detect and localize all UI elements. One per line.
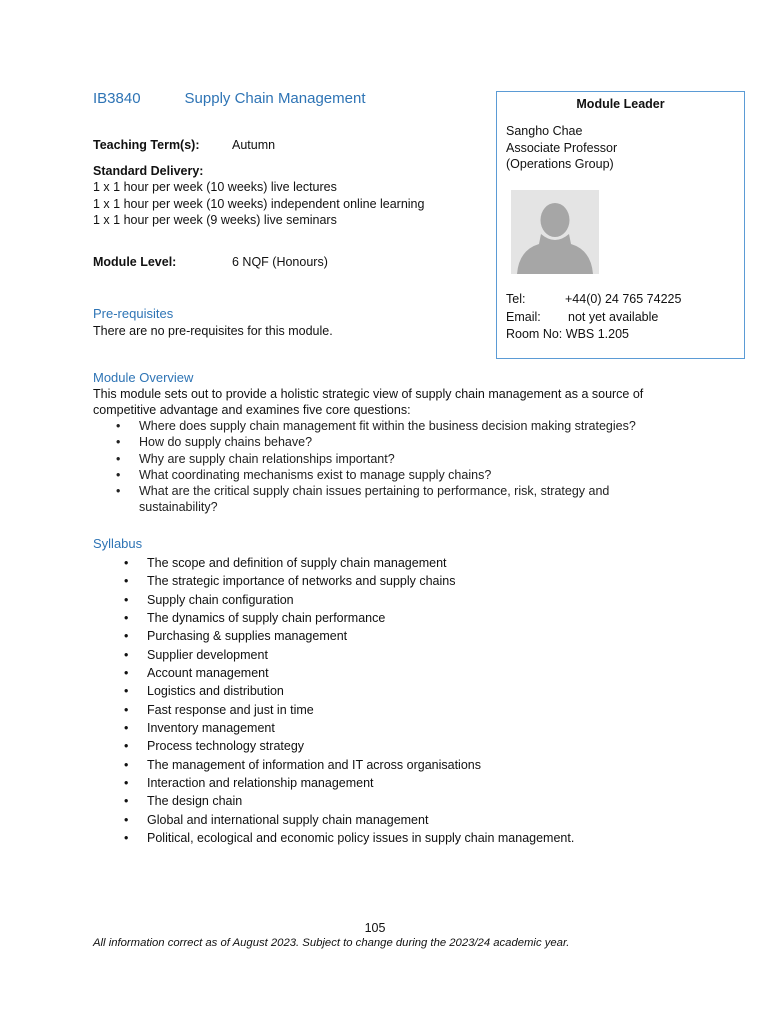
list-item: • The scope and definition of supply chain management [93,554,574,572]
module-name: Supply Chain Management [184,90,366,107]
list-item: • Supply chain configuration [93,591,574,609]
leader-group: (Operations Group) [506,157,614,171]
prerequisites-text: There are no pre-requisites for this module. [93,324,333,338]
list-item: • Account management [93,664,574,682]
list-item: • Fast response and just in time [93,701,574,719]
leader-tel [506,291,681,309]
leader-role: Associate Professor [506,140,618,155]
module-leader-box [496,91,745,359]
overview-heading: Module Overview [93,370,194,385]
leader-room [506,326,681,344]
leader-email [506,309,681,327]
delivery-label: Standard Delivery: [93,164,204,178]
delivery-line: 1 x 1 hour per week (10 weeks) independent online learning [93,196,425,211]
overview-questions [93,418,673,516]
module-leader-heading: Module Leader [576,97,665,111]
list-item: • The management of information and IT across organisations [93,756,574,774]
email-label: Email: [506,309,541,324]
list-item: • The design chain [93,792,574,810]
list-item: • Political, ecological and economic policy issues in supply chain management. [93,829,574,847]
module-title [93,90,366,107]
module-level-value: 6 NQF (Honours) [232,255,328,269]
person-silhouette-icon [511,190,599,274]
list-item: • Why are supply chain relationships important? [93,451,673,467]
module-level-row [93,254,328,270]
list-item: • Where does supply chain management fit within the business decision making strategies? [93,418,673,434]
teaching-term-label: Teaching Term(s): [93,138,200,152]
tel-label: Tel: [506,292,526,306]
module-code: IB3840 [93,90,141,107]
tel-value: +44(0) 24 765 74225 [565,292,682,306]
list-item: • What coordinating mechanisms exist to manage supply chains? [93,467,673,483]
list-item: • The strategic importance of networks and supply chains [93,572,574,590]
prerequisites-heading: Pre-requisites [93,306,174,321]
list-item: • Inventory management [93,719,574,737]
teaching-term-row [93,137,275,153]
syllabus-heading: Syllabus [93,536,143,551]
room-label: Room No: [506,327,563,341]
page-number: 105 [364,921,386,935]
leader-contact [506,291,681,344]
overview-intro: This module sets out to provide a holistic strategic view of supply chain management as a source of competitive advantage and examines five core questions: [93,387,644,418]
list-item: • How do supply chains behave? [93,434,673,450]
list-item: • The dynamics of supply chain performance [93,609,574,627]
leader-details [506,123,617,173]
module-level-label: Module Level: [93,255,177,269]
delivery-line: 1 x 1 hour per week (10 weeks) live lectures [93,180,337,195]
avatar-placeholder-graphic [511,190,599,274]
email-value: not yet available [568,309,659,324]
list-item: • Process technology strategy [93,737,574,755]
leader-name: Sangho Chae [506,124,583,138]
syllabus-list [93,554,574,848]
room-value: WBS 1.205 [565,327,629,341]
footer-disclaimer: All information correct as of August 2023. Subject to change during the 2023/24 academic year. [93,937,570,949]
list-item: • Global and international supply chain management [93,811,574,829]
list-item: • Interaction and relationship management [93,774,574,792]
list-item: • Supplier development [93,646,574,664]
list-item: • Logistics and distribution [93,682,574,700]
teaching-term-value: Autumn [232,138,276,152]
list-item: • Purchasing & supplies management [93,627,574,645]
list-item: • What are the critical supply chain issues pertaining to performance, risk, strategy and sustainability? [93,483,673,516]
delivery-line: 1 x 1 hour per week (9 weeks) live seminars [93,212,337,227]
standard-delivery [93,163,424,228]
